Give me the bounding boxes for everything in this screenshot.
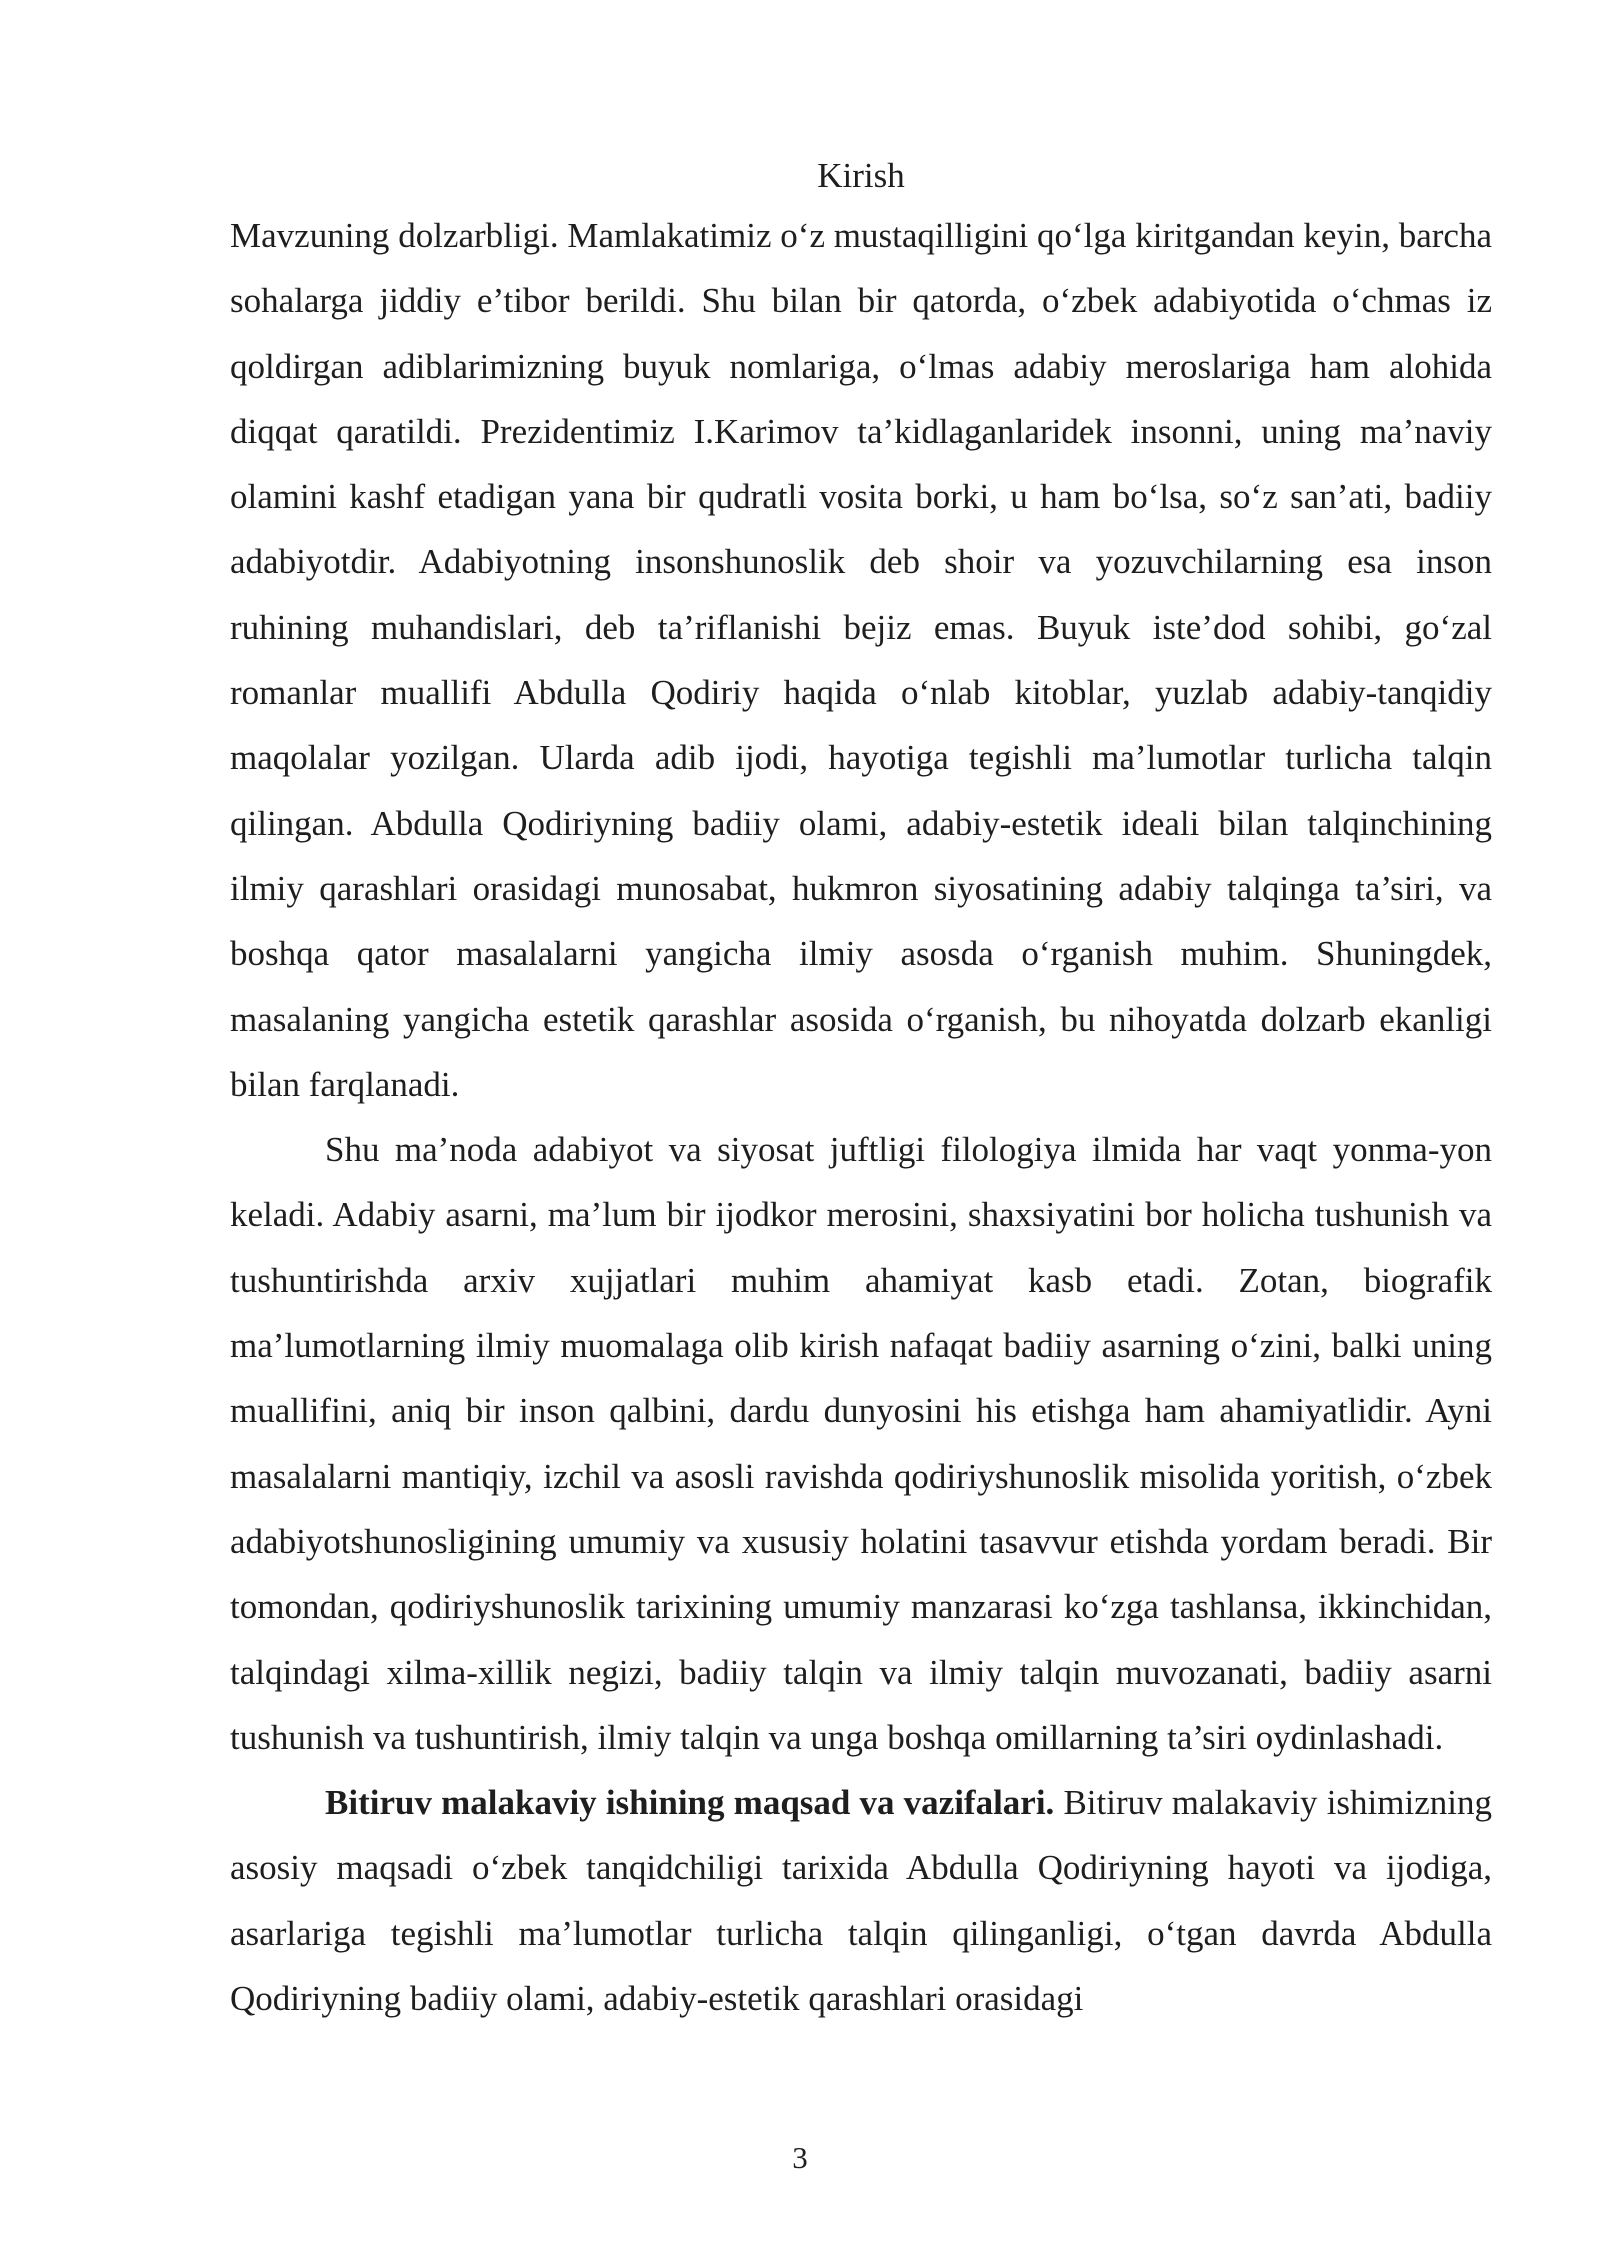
page-title: Kirish xyxy=(817,156,905,195)
paragraph-goals-heading: Bitiruv malakaviy ishining maqsad va vazifalari. xyxy=(325,1783,1055,1823)
paragraph-relevance: Mavzuning dolzarbligi. Mamlakatimiz o‘z mustaqilligini qo‘lga kiritgandan keyin, barcha sohalarga jiddiy e’tibor berildi. Shu bilan bir qatorda, o‘zbek adabiyotida o‘chmas iz qoldirgan adiblarimizning buyuk nomlariga, o‘lmas adabiy meroslariga ham alohida diqqat qaratildi. Prezidentimiz I.Karimov ta’kidlaganlaridek insonni, uning ma’naviy olamini kashf etadigan yana bir qudratli vosita borki, u ham bo‘lsa, so‘z san’ati, badiiy adabiyotdir. Adabiyotning insonshunoslik deb shoir va yozuvchilarning esa inson ruhining muhandislari, deb ta’riflanishi bejiz emas. Buyuk iste’dod sohibi, go‘zal romanlar muallifi Abdulla Qodiriy haqida o‘nlab kitoblar, yuzlab adabiy-tanqidiy maqolalar yozilgan. Ularda adib ijodi, hayotiga tegishli ma’lumotlar turlicha talqin qilingan. Abdulla Qodiriyning badiiy olami, adabiy-estetik ideali bilan talqinchining ilmiy qarashlari orasidagi munosabat, hukmron siyosatining adabiy talqinga ta’siri, va boshqa qator masalalarni yangicha ilmiy asosda o‘rganish muhim. Shuningdek, masalaning yangicha estetik qarashlar asosida o‘rganish, bu nihoyatda dolzarb ekanligi bilan farqlanadi. xyxy=(230,216,1492,1104)
page-number: 3 xyxy=(792,2140,808,2175)
page-body xyxy=(230,148,1492,2031)
paragraph-literature-politics: Shu ma’noda adabiyot va siyosat juftligi filologiya ilmida har vaqt yonma-yon keladi. Adabiy asarni, ma’lum bir ijodkor merosini, shaxsiyatini bor holicha tushunish va tushuntirishda arxiv xujjatlari muhim ahamiyat kasb etadi. Zotan, biografik ma’lumotlarning ilmiy muomalaga olib kirish nafaqat badiiy asarning o‘zini, balki uning muallifini, aniq bir inson qalbini, dardu dunyosini his etishga ham ahamiyatlidir. Ayni masalalarni mantiqiy, izchil va asosli ravishda qodiriyshunoslik misolida yoritish, o‘zbek adabiyotshunosligining umumiy va xususiy holatini tasavvur etishda yordam beradi. Bir tomondan, qodiriyshunoslik tarixining umumiy manzarasi ko‘zga tashlansa, ikkinchidan, talqindagi xilma-xillik negizi, badiiy talqin va ilmiy talqin muvozanati, badiiy asarni tushunish va tushuntirish, ilmiy talqin va unga boshqa omillarning ta’siri oydinlashadi. xyxy=(230,1130,1492,1757)
paragraph-goals xyxy=(230,1770,1492,2031)
paragraph-goals-text: Bitiruv malakaviy ishimizning asosiy maqsadi o‘zbek tanqidchiligi tarixida Abdulla Qodiriyning hayoti va ijodiga, asarlariga tegishli ma’lumotlar turlicha talqin qilinganligi, o‘tgan davrda Abdulla Qodiriyning badiiy olami, adabiy-estetik qarashlari orasidagi xyxy=(230,1783,1492,2019)
